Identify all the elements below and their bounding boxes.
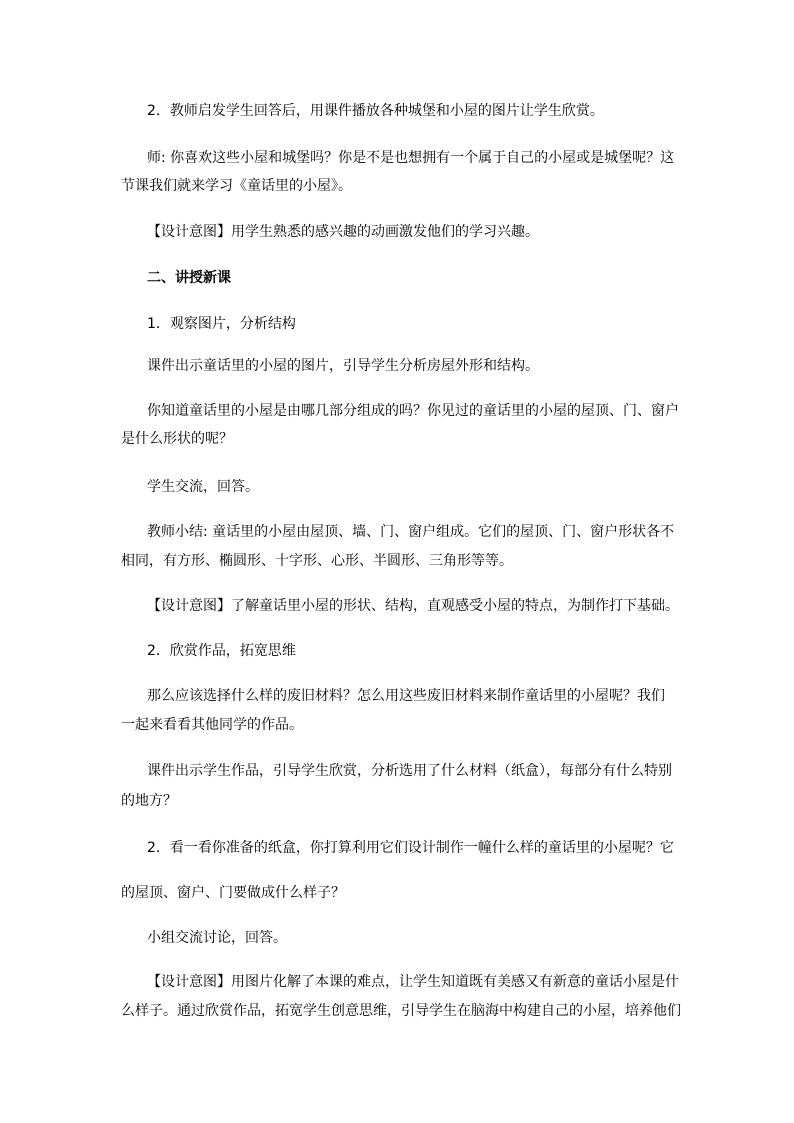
- section-heading-new-lesson: 二、讲授新课: [147, 270, 231, 286]
- student-exchange-line: 学生交流，回答。: [147, 479, 259, 495]
- design-plan-line-1: 2．看一看你准备的纸盒，你打算利用它们设计制作一幢什么样的童话里的小屋呢？它: [147, 840, 674, 856]
- design-intent-1: 【设计意图】用学生熟悉的感兴趣的动画激发他们的学习兴趣。: [147, 224, 539, 240]
- materials-question-line-2: 一起来看看其他同学的作品。: [121, 717, 303, 733]
- design-plan-line-2: 的屋顶、窗户、门要做成什么样子？: [121, 885, 345, 901]
- group-discussion-line: 小组交流讨论，回答。: [147, 930, 287, 946]
- design-intent-2: 【设计意图】了解童话里小屋的形状、结构，直观感受小屋的特点，为制作打下基础。: [147, 598, 679, 614]
- step-1-heading: 1．观察图片，分析结构: [147, 316, 296, 332]
- teacher-question-line-1: 师: 你喜欢这些小屋和城堡吗？你是不是也想拥有一个属于自己的小屋或是城堡呢？这: [147, 150, 675, 166]
- design-intent-3-line-2: 么样子。通过欣赏作品，拓宽学生创意思维，引导学生在脑海中构建自己的小屋，培养他们: [121, 1003, 681, 1019]
- materials-question-line-1: 那么应该选择什么样的废旧材料？怎么用这些废旧材料来制作童话里的小屋呢？我们: [147, 688, 665, 704]
- step-2-intro-line: 2．教师启发学生回答后，用课件播放各种城堡和小屋的图片让学生欣赏。: [147, 103, 604, 119]
- student-works-line-2: 的地方？: [121, 793, 177, 809]
- question-structure-line-1: 你知道童话里的小屋是由哪几部分组成的吗？你见过的童话里的小屋的屋顶、门、窗户: [147, 403, 679, 419]
- question-structure-line-2: 是什么形状的呢？: [121, 431, 233, 447]
- teacher-question-line-2: 节课我们就来学习《童话里的小屋》。: [121, 178, 352, 194]
- courseware-show-line: 课件出示童话里的小屋的图片，引导学生分析房屋外形和结构。: [147, 358, 539, 374]
- teacher-summary-line-1: 教师小结: 童话里的小屋由屋顶、墙、门、窗户组成。它们的屋顶、门、窗户形状各不: [147, 524, 675, 540]
- step-2-heading: 2．欣赏作品，拓宽思维: [147, 643, 296, 659]
- teacher-summary-line-2: 相同，有方形、椭圆形、十字形、心形、半圆形、三角形等等。: [121, 553, 513, 569]
- design-intent-3-line-1: 【设计意图】用图片化解了本课的难点，让学生知道既有美感又有新意的童话小屋是什: [147, 974, 679, 990]
- student-works-line-1: 课件出示学生作品，引导学生欣赏，分析选用了什么材料（纸盒），每部分有什么特别: [147, 763, 672, 779]
